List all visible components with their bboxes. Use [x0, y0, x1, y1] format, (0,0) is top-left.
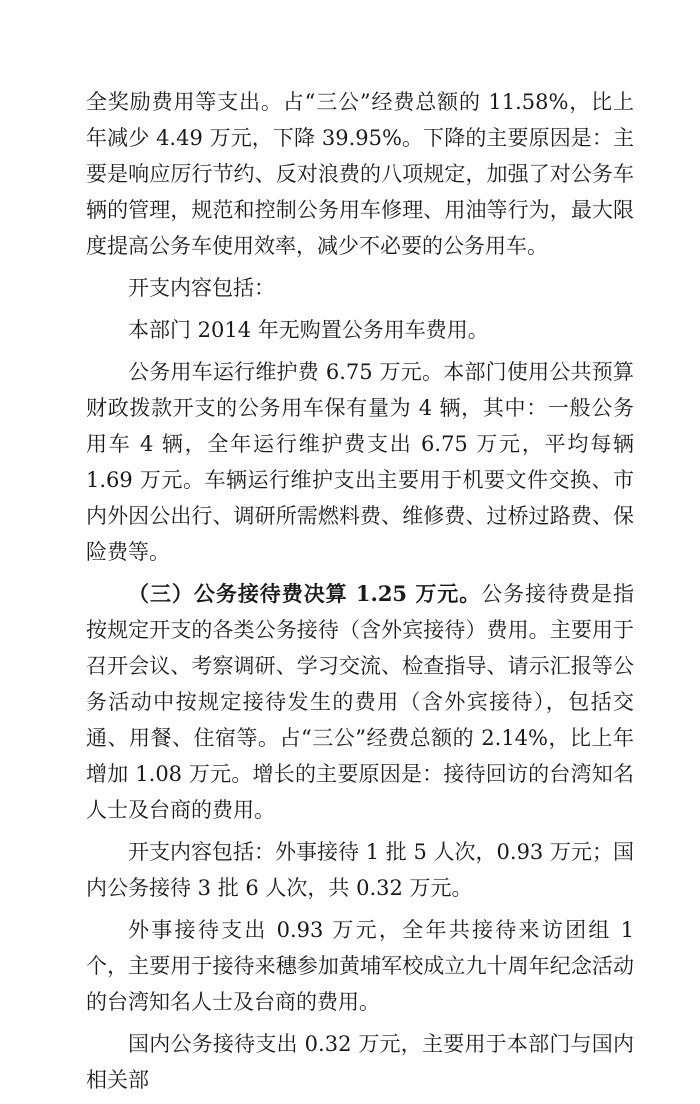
paragraph-text: 外事接待支出 0.93 万元，全年共接待来访团组 1 个，主要用于接待来穗参加黄埔军校成立九十周年纪念活动的台湾知名人士及台商的费用。 [86, 918, 634, 1014]
paragraph-3 [86, 312, 634, 348]
document-body [86, 84, 634, 1104]
paragraph-5 [86, 576, 634, 828]
paragraph-text: 公务用车运行维护费 6.75 万元。本部门使用公共预算财政拨款开支的公务用车保有量为 4 辆，其中：一般公务用车 4 辆，全年运行维护费支出 6.75 万元，平均每辆 1.69 万元。车辆运行维护支出主要用于机要文件交换、市内外因公出行、调研所需燃料费、维修费、过桥过路费、保险费等。 [86, 360, 634, 564]
paragraph-text: 开支内容包括：外事接待 1 批 5 人次，0.93 万元；国内公务接待 3 批 6 人次，共 0.32 万元。 [86, 840, 634, 900]
paragraph-text: 本部门 2014 年无购置公务用车费用。 [128, 318, 489, 342]
paragraph-1 [86, 84, 634, 264]
paragraph-2 [86, 270, 634, 306]
paragraph-text: 开支内容包括： [128, 276, 275, 300]
paragraph-4 [86, 354, 634, 570]
paragraph-6 [86, 834, 634, 906]
paragraph-8 [86, 1026, 634, 1098]
paragraph-text: 全奖励费用等支出。占“三公”经费总额的 11.58%，比上年减少 4.49 万元，下降 39.95%。下降的主要原因是：主要是响应厉行节约、反对浪费的八项规定，加强了对公务车辆的管理，规范和控制公务用车修理、用油等行为，最大限度提高公务车使用效率，减少不必要的公务用车。 [86, 90, 634, 258]
paragraph-text: 公务接待费是指按规定开支的各类公务接待（含外宾接待）费用。主要用于召开会议、考察调研、学习交流、检查指导、请示汇报等公务活动中按规定接待发生的费用（含外宾接待），包括交通、用餐、住宿等。占“三公”经费总额的 2.14%，比上年增加 1.08 万元。增长的主要原因是：接待回访的台湾知名人士及台商的费用。 [86, 582, 634, 822]
section-heading: （三）公务接待费决算 1.25 万元。 [128, 581, 482, 606]
paragraph-text: 国内公务接待支出 0.32 万元，主要用于本部门与国内相关部 [86, 1032, 634, 1092]
paragraph-7 [86, 912, 634, 1020]
